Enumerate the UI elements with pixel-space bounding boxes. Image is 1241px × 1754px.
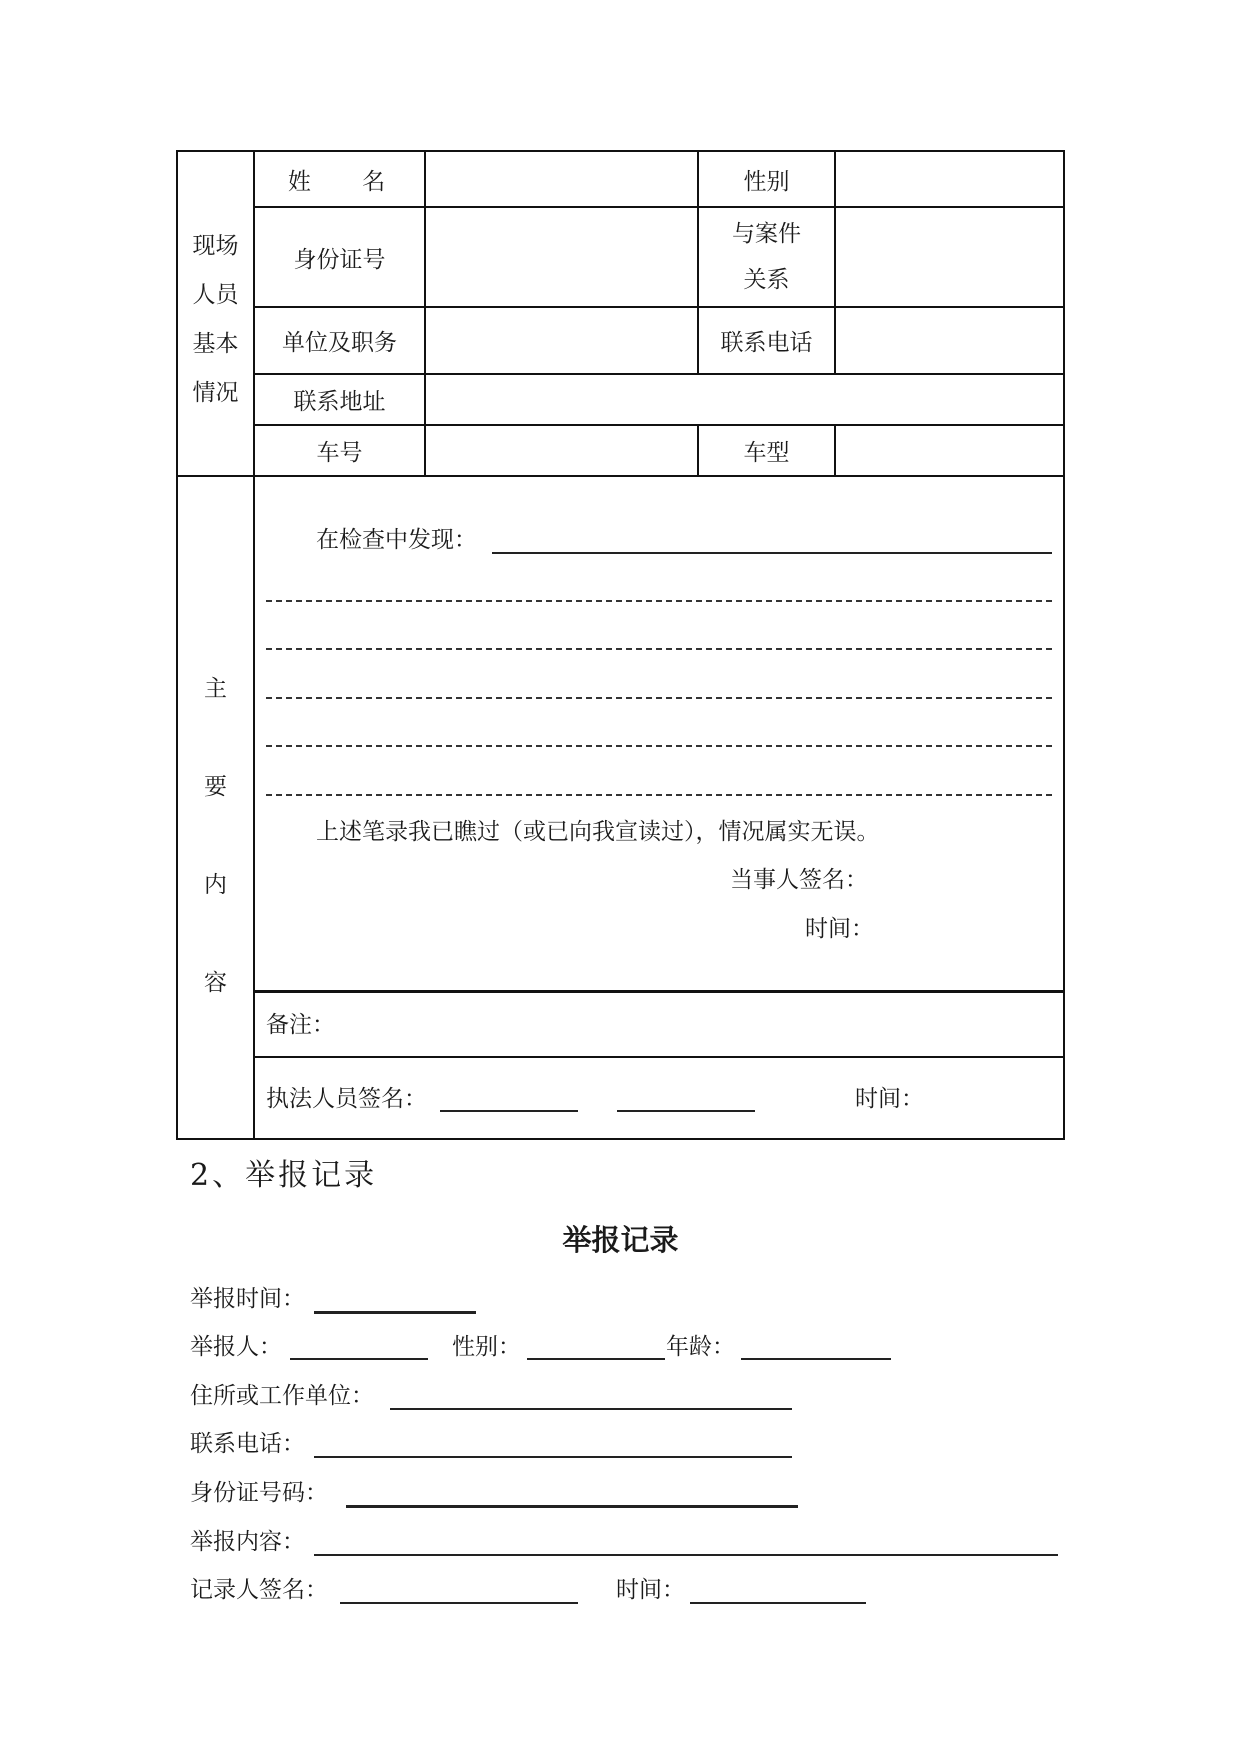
id-number-label: 身份证号 [293, 246, 386, 273]
row-sep-5 [176, 475, 1065, 477]
side-label-line: 容 [204, 970, 227, 996]
unit-position-label: 单位及职务 [282, 330, 397, 356]
case-relation-label-line2: 关系 [743, 267, 790, 293]
content-line-1[interactable] [266, 600, 1052, 602]
address-field[interactable] [426, 375, 1063, 424]
gender-line[interactable] [527, 1358, 665, 1360]
officer-time-label: 时间： [855, 1086, 924, 1112]
side-label-line: 要 [204, 774, 227, 800]
row-sep-remark [253, 990, 1065, 993]
gender-label-report: 性别： [452, 1334, 521, 1360]
case-relation-label-line1: 与案件 [732, 221, 801, 247]
content-line-4[interactable] [266, 745, 1052, 747]
id-number-line[interactable] [346, 1505, 798, 1508]
recorder-sign-line[interactable] [340, 1602, 578, 1604]
phone-line[interactable] [314, 1456, 792, 1458]
gender-field[interactable] [836, 152, 1063, 206]
side-label-line: 现场 [192, 233, 239, 259]
statement-text: 上述笔录我已瞧过（或已向我宣读过），情况属实无误。 [316, 819, 880, 845]
party-sign-label: 当事人签名： [730, 867, 868, 893]
plate-number-label: 车号 [316, 440, 363, 466]
party-time-label: 时间： [805, 916, 874, 942]
vehicle-model-field[interactable] [836, 426, 1063, 475]
id-number-field[interactable] [426, 208, 697, 306]
record-time-label: 时间： [616, 1577, 685, 1603]
name-label: 姓 名 [287, 168, 392, 195]
record-time-line[interactable] [690, 1602, 866, 1604]
plate-number-field[interactable] [426, 426, 697, 475]
side-label-basic-info [178, 222, 253, 418]
residence-line[interactable] [390, 1408, 792, 1410]
residence-label: 住所或工作单位： [190, 1383, 374, 1409]
officer-sign-line-2[interactable] [617, 1110, 755, 1112]
unit-position-field[interactable] [426, 308, 697, 373]
side-label-line: 人员 [192, 282, 239, 308]
section-heading: 2、举报记录 [190, 1158, 378, 1193]
report-time-label: 举报时间： [190, 1286, 305, 1312]
side-label-main-content [178, 640, 253, 1032]
remark-label: 备注： [266, 1012, 335, 1038]
content-line-5[interactable] [266, 794, 1052, 796]
gender-label: 性别 [743, 168, 790, 195]
content-line-2[interactable] [266, 648, 1052, 650]
found-input-line[interactable] [492, 552, 1052, 554]
side-label-line: 基本 [192, 331, 239, 357]
report-content-label: 举报内容： [190, 1529, 305, 1555]
officer-sign-line-1[interactable] [440, 1110, 578, 1112]
phone-label-report: 联系电话： [190, 1431, 305, 1457]
report-time-line[interactable] [314, 1311, 476, 1314]
phone-field[interactable] [836, 308, 1063, 373]
age-line[interactable] [741, 1358, 891, 1360]
row-sep-officer [253, 1056, 1065, 1058]
report-content-line[interactable] [314, 1554, 1058, 1556]
phone-label: 联系电话 [720, 330, 813, 356]
reporter-label: 举报人： [190, 1334, 282, 1360]
address-label: 联系地址 [293, 389, 386, 415]
found-label: 在检查中发现： [316, 527, 477, 553]
vehicle-model-label: 车型 [743, 440, 790, 466]
age-label: 年龄： [666, 1334, 735, 1360]
side-label-line: 主 [204, 676, 227, 702]
name-field[interactable] [426, 152, 697, 206]
case-relation-field[interactable] [836, 208, 1063, 306]
reporter-line[interactable] [290, 1358, 428, 1360]
table-border-bottom [176, 1138, 1065, 1140]
side-label-line: 内 [204, 872, 227, 898]
id-number-label-report: 身份证号码： [190, 1480, 328, 1506]
report-record-title: 举报记录 [562, 1223, 679, 1257]
side-label-line: 情况 [192, 380, 239, 406]
case-relation-label [699, 208, 834, 306]
content-line-3[interactable] [266, 697, 1052, 699]
recorder-sign-label: 记录人签名： [190, 1577, 328, 1603]
officer-sign-label: 执法人员签名： [266, 1086, 427, 1112]
